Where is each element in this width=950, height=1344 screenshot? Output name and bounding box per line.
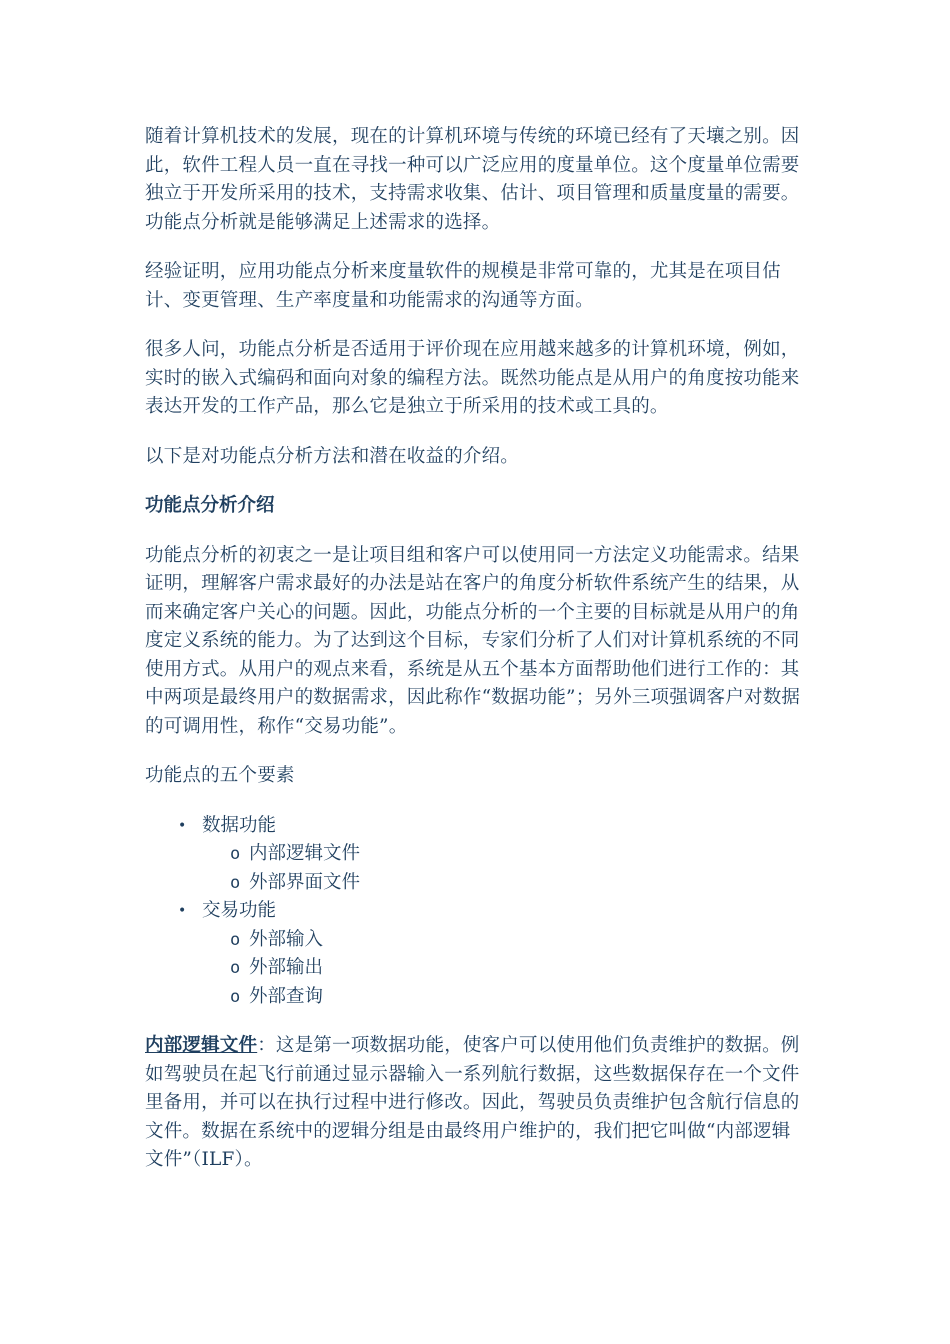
paragraph-purpose: 功能点分析的初衷之一是让项目组和客户可以使用同一方法定义功能需求。结果证明，理解客户需求最好的办法是站在客户的角度分析软件系统产生的结果，从而来确定客户关心的问题。因此，功能点分析的一个主要的目标就是从用户的角度定义系统的能力。为了达到这个目标，专家们分析了人们对计算机系统的不同使用方式。从用户的观点来看，系统是从五个基本方面帮助他们进行工作的：其中两项是最终用户的数据需求，因此称作“数据功能”；另外三项强调客户对数据的可调用性，称作“交易功能”。 bbox=[145, 544, 801, 737]
list-subitem bbox=[145, 869, 807, 898]
list-subitem-label: 外部界面文件 bbox=[249, 871, 361, 893]
list-item-label: 数据功能 bbox=[202, 814, 277, 836]
bullet-icon: • bbox=[178, 903, 187, 919]
circle-bullet-icon: o bbox=[230, 844, 241, 864]
section-heading: 功能点分析介绍 bbox=[145, 495, 275, 516]
five-elements-list bbox=[145, 812, 807, 1012]
paragraph-ilf bbox=[145, 1032, 807, 1175]
list-item-transaction-functions bbox=[145, 897, 807, 926]
paragraph-ilf-body: 这是第一项数据功能，使客户可以使用他们负责维护的数据。例如驾驶员在起飞行前通过显示器输入一系列航行数据，这些数据保存在一个文件里备用，并可以在执行过程中进行修改。因此，驾驶员负责维护包含航行信息的文件。数据在系统中的逻辑分组是由最终用户维护的，我们把它叫做“内部逻辑文件”（ILF）。 bbox=[145, 1035, 800, 1170]
circle-bullet-icon: o bbox=[230, 929, 241, 950]
list-item-data-functions bbox=[145, 812, 807, 841]
list-subitem-label: 外部输出 bbox=[249, 957, 324, 978]
term-colon: ： bbox=[257, 1035, 276, 1056]
list-subitem-label: 内部逻辑文件 bbox=[249, 843, 361, 864]
circle-bullet-icon: o bbox=[230, 958, 241, 978]
document-body bbox=[145, 123, 807, 1175]
list-subitem-label: 外部输入 bbox=[249, 928, 324, 950]
list-item-label: 交易功能 bbox=[202, 900, 277, 921]
list-subitem-label: 外部查询 bbox=[249, 985, 324, 1007]
circle-bullet-icon: o bbox=[230, 872, 241, 893]
paragraph-question: 很多人问，功能点分析是否适用于评价现在应用越来越多的计算机环境，例如，实时的嵌入式编码和面向对象的编程方法。既然功能点是从用户的角度按功能来表达开发的工作产品，那么它是独立于所采用的技术或工具的。 bbox=[145, 339, 800, 417]
bullet-icon: • bbox=[178, 817, 187, 834]
list-subitem bbox=[145, 926, 807, 955]
term-internal-logical-file: 内部逻辑文件 bbox=[145, 1035, 258, 1056]
list-subitem bbox=[145, 954, 807, 983]
paragraph-five-elements: 功能点的五个要素 bbox=[145, 765, 295, 786]
circle-bullet-icon: o bbox=[230, 986, 241, 1007]
paragraph-intro: 随着计算机技术的发展，现在的计算机环境与传统的环境已经有了天壤之别。因此，软件工程人员一直在寻找一种可以广泛应用的度量单位。这个度量单位需要独立于开发所采用的技术，支持需求收集、估计、项目管理和质量度量的需要。功能点分析就是能够满足上述需求的选择。 bbox=[145, 126, 800, 233]
list-subitem bbox=[145, 983, 807, 1012]
paragraph-experience: 经验证明，应用功能点分析来度量软件的规模是非常可靠的，尤其是在项目估计、变更管理、生产率度量和功能需求的沟通等方面。 bbox=[145, 261, 781, 311]
paragraph-lead-in: 以下是对功能点分析方法和潜在收益的介绍。 bbox=[145, 445, 520, 467]
list-subitem bbox=[145, 840, 807, 869]
